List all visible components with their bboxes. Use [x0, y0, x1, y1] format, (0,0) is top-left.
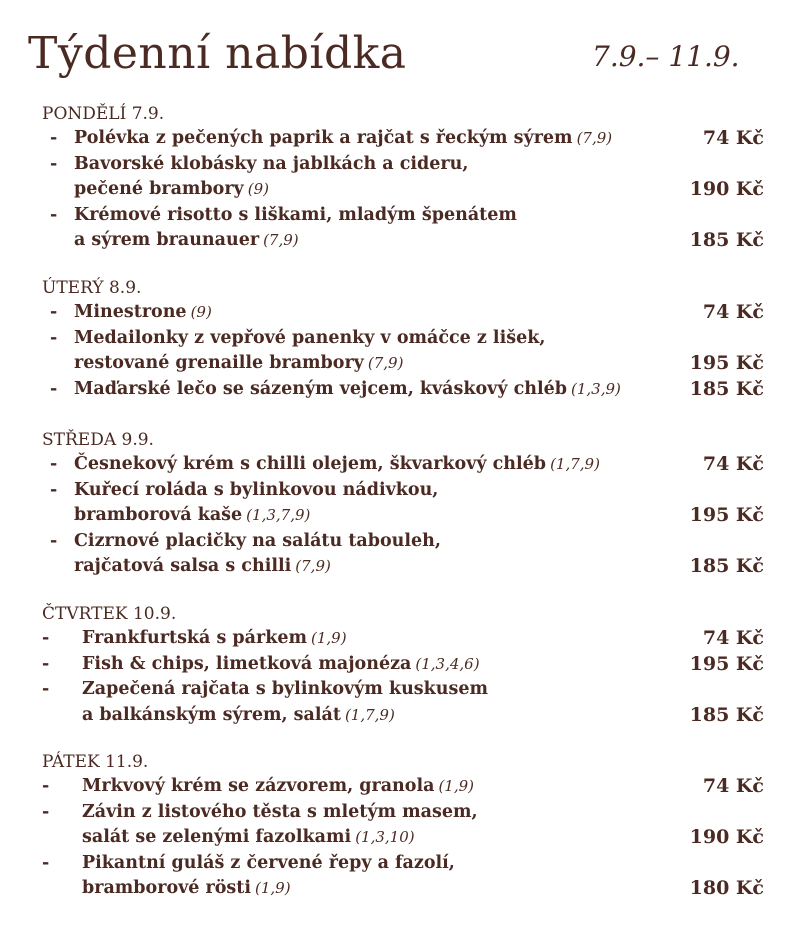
day-heading: PONDĚLÍ 7.9. [42, 104, 165, 124]
menu-item-line [42, 452, 782, 478]
menu-item-line [42, 377, 782, 403]
dish-name: pečené brambory (9) [74, 179, 269, 199]
bullet-dash: - [50, 153, 58, 174]
price: 195 Kč [689, 652, 764, 675]
day-section [42, 428, 782, 580]
allergens: (9) [247, 180, 269, 198]
dish-name: a sýrem braunauer (7,9) [74, 230, 299, 250]
day-section [42, 602, 782, 728]
bullet-dash: - [50, 530, 58, 551]
menu-item-line [42, 876, 782, 902]
dish-name: Minestrone (9) [74, 302, 212, 322]
dish-name: Fish & chips, limetková majonéza (1,3,4,6) [82, 653, 480, 674]
menu-item-line [42, 800, 782, 826]
dish-name: Kuřecí roláda s bylinkovou nádivkou, [74, 479, 439, 500]
menu-item-line [42, 677, 782, 703]
allergens: (7,9) [576, 129, 613, 147]
menu-item-line [42, 851, 782, 877]
date-range: 7.9.– 11.9. [592, 40, 740, 73]
price: 190 Kč [689, 826, 764, 848]
menu-item-line [42, 152, 782, 178]
price: 180 Kč [689, 877, 764, 899]
dish-name: Polévka z pečených paprik a rajčat s řeckým sýrem (7,9) [74, 128, 613, 148]
menu-item [42, 677, 782, 728]
menu-item-line [42, 326, 782, 352]
menu-item [42, 800, 782, 851]
bullet-dash: - [50, 327, 58, 348]
allergens: (1,3,7,9) [246, 506, 311, 524]
bullet-dash: - [50, 378, 58, 399]
menu-item-line [42, 126, 782, 152]
bullet-dash: - [50, 302, 58, 322]
bullet-dash: - [50, 128, 58, 148]
day-heading: ČTVRTEK 10.9. [42, 604, 177, 624]
dish-name: restované grenaille brambory (7,9) [74, 353, 404, 373]
menu-item [42, 851, 782, 902]
price: 185 Kč [689, 703, 764, 726]
price: 74 Kč [702, 775, 764, 797]
dish-name: Medailonky z vepřové panenky v omáčce z lišek, [74, 327, 546, 348]
bullet-dash: - [42, 679, 50, 699]
menu-item-line [42, 529, 782, 555]
dish-name: bramborová kaše (1,3,7,9) [74, 505, 311, 525]
page-title: Týdenní nabídka [28, 28, 407, 79]
price: 74 Kč [702, 301, 764, 323]
bullet-dash: - [42, 852, 50, 873]
day-section [42, 750, 782, 902]
bullet-dash: - [42, 801, 50, 822]
dish-name: rajčatová salsa s chilli (7,9) [74, 556, 331, 576]
bullet-dash: - [50, 479, 58, 500]
bullet-dash: - [42, 628, 50, 648]
dish-name: Maďarské lečo se sázeným vejcem, kváskový chléb (1,3,9) [74, 378, 621, 399]
price: 185 Kč [689, 377, 764, 400]
menu-item [42, 203, 782, 254]
dish-name: salát se zelenými fazolkami (1,3,10) [82, 827, 415, 847]
menu-item [42, 326, 782, 377]
dish-name: Bavorské klobásky na jablkách a cideru, [74, 153, 469, 174]
price: 74 Kč [702, 127, 764, 149]
menu-item-line [42, 774, 782, 800]
menu-item [42, 478, 782, 529]
menu-item-line [42, 652, 782, 678]
day-section [42, 276, 782, 402]
price: 74 Kč [702, 453, 764, 475]
day-section [42, 102, 782, 254]
menu-item-line [42, 203, 782, 229]
price: 185 Kč [689, 555, 764, 577]
dish-name: Mrkvový krém se zázvorem, granola (1,9) [82, 776, 475, 796]
menu-item-line [42, 554, 782, 580]
menu-item [42, 652, 782, 678]
dish-name: Česnekový krém s chilli olejem, škvarkový chléb (1,7,9) [74, 454, 600, 474]
allergens: (7,9) [367, 354, 404, 372]
bullet-dash: - [42, 653, 50, 674]
allergens: (1,3,10) [355, 828, 415, 846]
menu-item-line [42, 478, 782, 504]
price: 195 Kč [689, 504, 764, 526]
menu-item-line [42, 228, 782, 254]
allergens: (7,9) [263, 231, 299, 249]
allergens: (1,7,9) [344, 705, 395, 724]
price: 195 Kč [689, 352, 764, 374]
menu-item [42, 774, 782, 800]
allergens: (9) [190, 303, 212, 321]
menu-item-line [42, 825, 782, 851]
dish-name: Cizrnové placičky na salátu tabouleh, [74, 530, 441, 551]
dish-name: Závin z listového těsta s mletým masem, [82, 801, 478, 822]
day-heading: ÚTERÝ 8.9. [42, 278, 142, 298]
dish-name: a balkánským sýrem, salát (1,7,9) [82, 704, 395, 725]
bullet-dash: - [42, 776, 50, 796]
menu-item [42, 126, 782, 152]
dish-name: bramborové rösti (1,9) [82, 878, 291, 898]
price: 185 Kč [689, 229, 764, 251]
menu-item [42, 626, 782, 652]
menu-item [42, 529, 782, 580]
dish-name: Krémové risotto s liškami, mladým špenátem [74, 204, 517, 225]
menu-item-line [42, 351, 782, 377]
allergens: (7,9) [295, 557, 331, 575]
menu-item [42, 377, 782, 403]
dish-name: Pikantní guláš z červené řepy a fazolí, [82, 852, 455, 873]
day-heading: PÁTEK 11.9. [42, 752, 149, 772]
allergens: (1,9) [254, 879, 291, 897]
menu-item [42, 152, 782, 203]
menu-item-line [42, 503, 782, 529]
allergens: (1,3,9) [571, 379, 621, 398]
allergens: (1,9) [438, 777, 475, 795]
price: 190 Kč [689, 178, 764, 200]
dish-name: Frankfurtská s párkem (1,9) [82, 628, 347, 648]
day-heading: STŘEDA 9.9. [42, 430, 154, 450]
menu-item [42, 452, 782, 478]
bullet-dash: - [50, 204, 58, 225]
menu-item-line [42, 703, 782, 729]
dish-name: Zapečená rajčata s bylinkovým kuskusem [82, 679, 488, 699]
menu-item [42, 300, 782, 326]
menu-item-line [42, 300, 782, 326]
allergens: (1,9) [311, 629, 347, 647]
menu-item-line [42, 177, 782, 203]
price: 74 Kč [702, 627, 764, 649]
allergens: (1,3,4,6) [415, 654, 480, 673]
menu-item-line [42, 626, 782, 652]
bullet-dash: - [50, 454, 58, 474]
allergens: (1,7,9) [550, 455, 600, 473]
